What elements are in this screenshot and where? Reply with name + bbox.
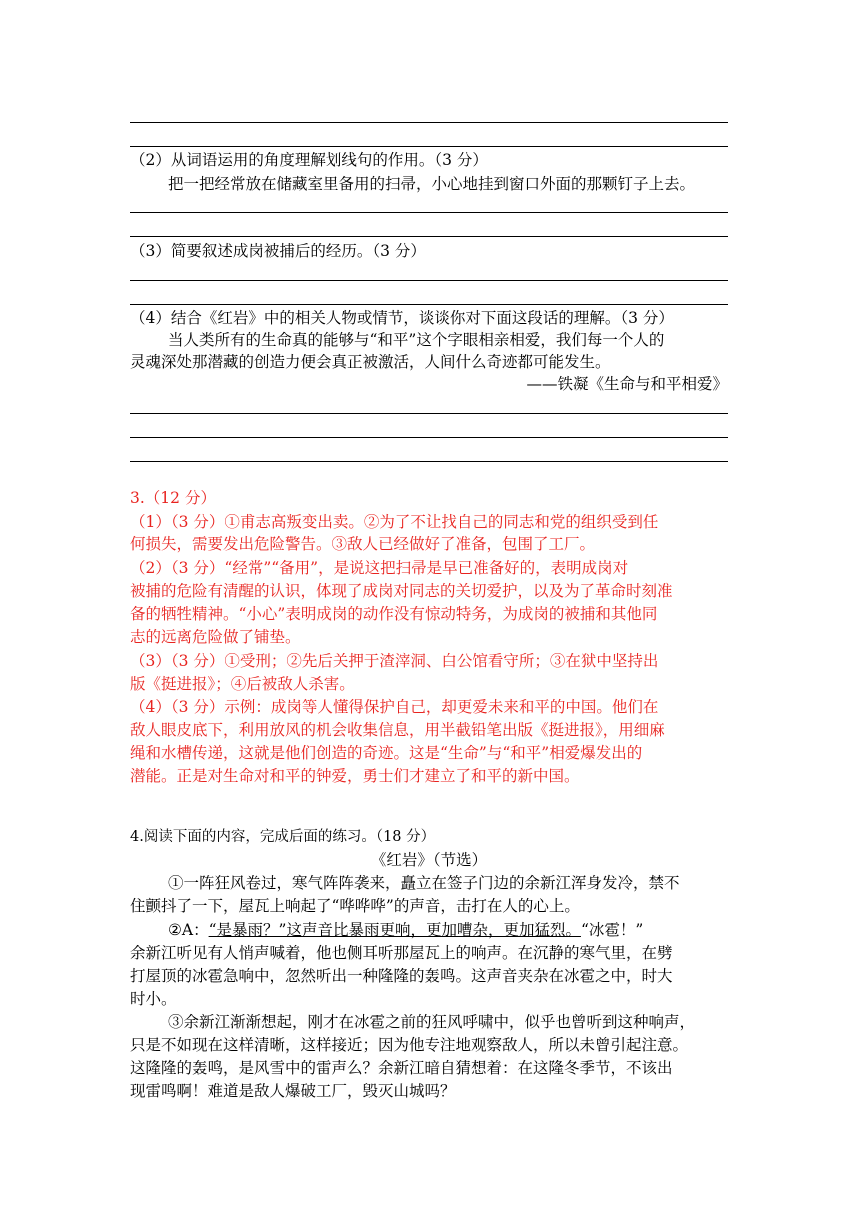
answer-line <box>130 461 728 462</box>
q4-p3-line4: 现雷鸣啊！难道是敌人爆破工厂，毁灭山城吗？ <box>130 1082 456 1100</box>
q4-p2-line3: 打屋顶的冰雹急响中，忽然听出一种隆隆的轰鸣。这声音夹杂在冰雹之中，时大 <box>130 967 673 985</box>
answer3-4-line1: （4）（3 分）示例：成岗等人懂得保护自己，却更爱未来和平的中国。他们在 <box>130 698 659 716</box>
answer3-2-line2: 被捕的危险有清醒的认识，体现了成岗对同志的关切爱护，以及为了革命时刻准 <box>130 582 673 600</box>
answer3-3-line2: 版《挺进报》；④后被敌人杀害。 <box>130 675 355 693</box>
q2-sub3-prompt: （3）简要叙述成岗被捕后的经历。（3 分） <box>130 242 426 260</box>
answer-line <box>130 413 728 414</box>
q4-p2-line1 <box>168 919 728 941</box>
q2-sub4-quote-line2: 灵魂深处那潜藏的创造力便会真正被激活，人间什么奇迹都可能发生。 <box>130 353 611 371</box>
answer3-2-line3: 备的牺牲精神。“小心”表明成岗的动作没有惊动特务，为成岗的被捕和其他同 <box>130 605 658 623</box>
answer-line <box>130 280 728 281</box>
answer3-1-line2: 何损失，需要发出危险警告。③敌人已经做好了准备，包围了工厂。 <box>130 535 596 553</box>
answer3-heading: 3.（12 分） <box>130 489 216 507</box>
q2-sub4-source: ——铁凝《生命与和平相爱》 <box>526 375 728 393</box>
q2-sub2-quote: 把一把经常放在储藏室里备用的扫帚，小心地挂到窗口外面的那颗钉子上去。 <box>168 175 696 193</box>
q4-p1-line2: 住颤抖了一下，屋瓦上响起了“哗哗哗”的声音，击打在人的心上。 <box>130 897 580 915</box>
answer3-4-line4: 潜能。正是对生命对和平的钟爱，勇士们才建立了和平的新中国。 <box>130 767 580 785</box>
q2-sub4-quote-line1: 当人类所有的生命真的能够与“和平”这个字眼相亲相爱，我们每一个人的 <box>168 331 665 349</box>
q4-p2-line4: 时小。 <box>130 990 177 1008</box>
answer3-2-line4: 志的远离危险做了铺垫。 <box>130 628 301 646</box>
answer-line <box>130 122 728 123</box>
answer3-4-line3: 绳和水槽传递，这就是他们创造的奇迹。这是“生命”与“和平”相爱爆发出的 <box>130 744 643 762</box>
q4-title: 《红岩》（节选） <box>370 851 488 869</box>
answer-line <box>130 304 728 305</box>
q4-p2-suffix: “冰雹！” <box>580 921 644 939</box>
q4-p2-line2: 余新江听见有人悄声喊着，他也侧耳听那屋瓦上的响声。在沉静的寒气里，在劈 <box>130 944 673 962</box>
q2-sub4-prompt: （4）结合《红岩》中的相关人物或情节，谈谈你对下面这段话的理解。（3 分） <box>130 309 674 327</box>
q4-p3-line3: 这隆隆的轰鸣，是风雪中的雷声么？余新江暗自猜想着：在这隆冬季节，不该出 <box>130 1059 673 1077</box>
q4-p1-line1: ①一阵狂风卷过，寒气阵阵袭来，矗立在签子门边的余新江浑身发冷，禁不 <box>168 874 680 892</box>
q4-p3-line2: 只是不如现在这样清晰，这样接近；因为他专注地观察敌人，所以未曾引起注意。 <box>130 1036 689 1054</box>
q4-p3-line1: ③余新江渐渐想起，刚才在冰雹之前的狂风呼啸中，似乎也曾听到这种响声， <box>168 1013 696 1031</box>
answer3-3-line1: （3）（3 分）①受刑；②先后关押于渣滓洞、白公馆看守所；③在狱中坚持出 <box>130 652 659 670</box>
q4-p2-marker: ②A： <box>168 921 209 939</box>
answer-line <box>130 146 728 147</box>
answer-line <box>130 236 728 237</box>
q4-heading: 4.阅读下面的内容，完成后面的练习。（18 分） <box>130 829 436 845</box>
q4-p2-underlined-sentence: “是暴雨？”这声音比暴雨更响，更加嘈杂，更加猛烈。 <box>208 921 581 939</box>
answer-line <box>130 437 728 438</box>
answer3-1-line1: （1）（3 分）①甫志高叛变出卖。②为了不让找自己的同志和党的组织受到任 <box>130 513 659 531</box>
answer3-4-line2: 敌人眼皮底下，利用放风的机会收集信息，用半截铅笔出版《挺进报》，用细麻 <box>130 721 665 739</box>
answer3-2-line1: （2）（3 分）“经常”“备用”，是说这把扫帚是早已准备好的，表明成岗对 <box>130 559 629 577</box>
q2-sub2-prompt: （2）从词语运用的角度理解划线句的作用。（3 分） <box>130 151 488 169</box>
answer-line <box>130 212 728 213</box>
